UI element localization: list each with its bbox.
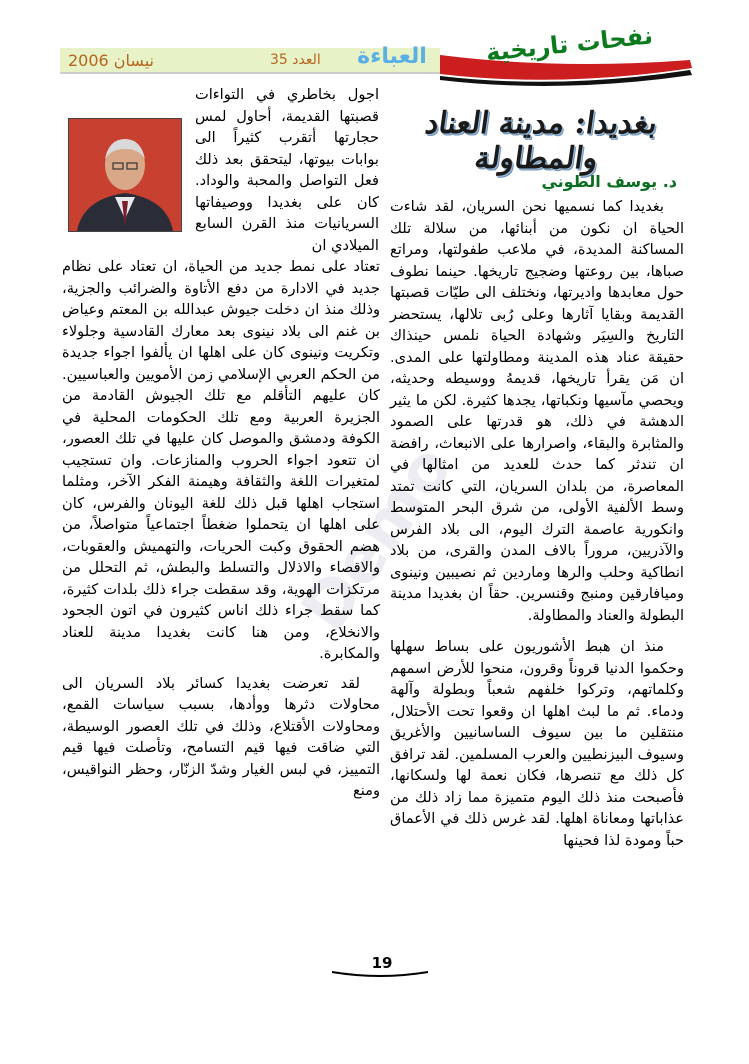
author-photo bbox=[68, 118, 182, 232]
paragraph: لقد تعرضت بغديدا كسائر بلاد السريان الى محاولات دثرها ووأدها، بسبب سياسات القمع، ومحاولات الأقتلاع، وذلك في تلك العصور الوسيطة، التي ضاقت فيها قيم التسامح، وتأصلت فيها قيم التمييز، في لبس الغيار وشدّ الزنّار، وحظر النواقيس، ومنع bbox=[62, 674, 380, 799]
right-column bbox=[390, 196, 684, 851]
article-title: بغديدا: مدينة العناد والمطاولة bbox=[422, 106, 660, 176]
paragraph: منذ ان هبط الأشوريون على بساط سهلها وحكموا الدنيا قروناً وقرون، منحوا للأرض اسمهم وكلماتهم، وتركوا خلفهم شعباً وبطولة وآلهة ودماء. ثم ما لبث اهلها ان وقعوا تحت الأحتلال، منتقلين ما بين سيوف الساسانيين والأغريق وسيوف البيزنطيين والعرب المسلمين. لقد ترافق كل ذلك مع تنصرها، فكان نعمة لها ولسكانها، فأصبحت منذ ذلك اليوم متميزة مما زاد ذلك من عذاباتها ومعاناة اهلها. لقد غرس ذلك في الأعماق حباً ومودة لذا فحينها bbox=[390, 638, 684, 849]
paragraph: تعتاد على نمط جديد من الحياة، ان تعتاد على نظام جديد في الادارة من دفع الأتاوة والضرائب والجزية، وذلك منذ ان دخلت جيوش عبدالله بن المعتم وعياض بن غنم الى بلاد نينوى بعد معارك القادسية وجلولاء وتكريت ونينوى كان على اهلها ان يألفوا اجواء جديدة من الحكم العربي الإسلامي زمن الأمويين والعباسيين. كان عليهم التأقلم مع تلك الجيوش القادمة من الجزيرة العربية ومع تلك الحكومات المحلية في الكوفة ودمشق والموصل كان عليها في تلك العصور، ان تتعود اجواء الحروب والمنازعات. وان تستجيب لمتغيرات اللغة والثقافة وهيمنة الفكر الآخر، ومثلما استجاب اهلها قبل ذلك للغة اليونان والفرس، كان على اهلها ان يتحملوا ضغطاً اجتماعياً متواصلاً، من هضم الحقوق وكبت الحريات، والتهميش والعقوبات، والاقصاء والاذلال والتسلط والبطش، ثم التحلل من مرتكزات الهوية، وقد سقطت جراء ذلك بلدات كثيرة، كما سقط جراء ذلك اناس كثيرون في اتون الجحود والانخلاع، ومن هنا كانت بغديدا مدينة للعناد والمكابرة. bbox=[62, 258, 380, 662]
author-name: د. يوسف الطوني bbox=[541, 172, 677, 191]
page-number-underline bbox=[330, 970, 430, 978]
watermark: Demo bbox=[287, 432, 468, 645]
left-column-top bbox=[195, 84, 379, 256]
issue-number: العدد 35 bbox=[270, 52, 321, 68]
author-portrait-icon bbox=[69, 119, 181, 231]
magazine-logo: العباءة bbox=[357, 44, 427, 69]
page-number: 19 bbox=[371, 954, 393, 972]
issue-date: نيسان 2006 bbox=[68, 51, 154, 70]
paragraph: اجول بخاطري في التواءات قصبتها القديمة، أحاول لمس حجارتها أتقرب كثيراً الى بوابات بيوتها، ليتحقق بعد ذلك فعل التواصل والمحبة والوداد. كان على بغديدا ووصيفاتها السريانيات منذ القرن السابع الميلادي ان bbox=[195, 86, 379, 254]
paragraph: بغديدا كما نسميها نحن السريان، لقد شاءت الحياة ان نكون من أبنائها، من سلالة تلك المساكنة المديدة، في ملاعب طفولتها، ومراتع صباها، بين روعتها وضجيج تاريخها. حينما نطوف حول معابدها واديرتها، ونختلف الى طيّات قصبتها القديمة وبقايا آثارها وعلى رُبى تلالها، يستحضر التاريخ والسِيَر وشهادة الحياة نلمس حينذاك حقيقة عناد هذه المدينة ومطاولتها على المدى. ان مَن يقرأ تاريخها، قديمهُ ووسيطه وحديثه، ويحصي مآسيها ونكباتها، يجدها كثيرة. لكن ما يثير الدهشة في ذلك، هو قدرتها على الصمود والمثابرة والبقاء، واصرارها على الانبعاث، رافضة ان تندثر كما حدث للعديد من امثالها في المعاصرة، من بلدان السريان، التي كانت تمتد وسط الألفية الأولى، من شرق البحر المتوسط وانكورية عاصمة الترك اليوم، الى بلاد الفرس والآذريين، مروراً بالاف المدن والقرى، من بلاد انطاكية وحلب والرها وماردين ثم نصيبين ونينوى وميافارقين ومنبج وقنسرين. حقاً ان بغديدا مدينة البطولة والعناد والمطاولة. bbox=[390, 198, 684, 624]
left-column bbox=[62, 256, 380, 802]
section-title: نفحات تاريخية bbox=[484, 21, 655, 67]
